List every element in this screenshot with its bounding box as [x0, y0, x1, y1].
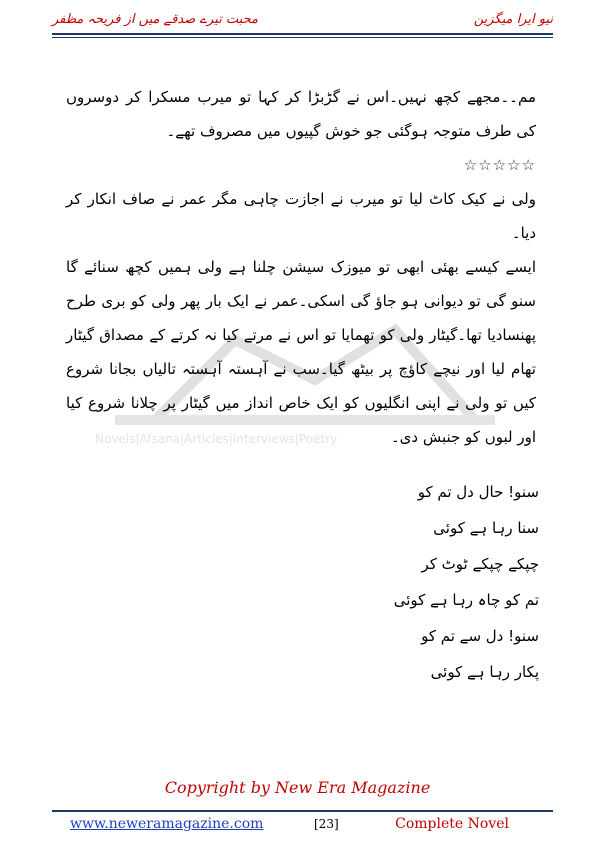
- verse-line: چپکے چپکے ٹوٹ کر: [421, 555, 539, 573]
- header-rule: [52, 33, 553, 35]
- page-header: [52, 8, 553, 34]
- verse-line: پکار رہا ہے کوئی: [430, 663, 539, 681]
- watermark-text: Novels|Afsana|Articles|Interviews|Poetry: [95, 432, 338, 446]
- footer-rule: [52, 810, 553, 812]
- header-novel-title: محبت تیرے صدقے میں از فریحہ مظفر: [52, 12, 258, 27]
- verse-line: سنو! حال دل تم کو: [417, 483, 539, 501]
- header-magazine-name: نیو ایرا میگزین: [473, 12, 553, 27]
- story-body: [66, 80, 536, 454]
- novel-type-label: Complete Novel: [395, 816, 509, 832]
- verse-line: سنو! دل سے تم کو: [421, 627, 539, 645]
- paragraph: ایسے کیسے بھئی ابھی تو میوزک سیشن چلنا ہے ولی ہمیں کچھ سنائے گا سنو گی تو دیوانی ہو جاؤ گی اسکی۔عمر نے ایک بار پھر ولی کو بری طرح پھنسادیا تھا۔گیٹار ولی کو تھمایا تو اس نے مرتے کیا نہ کرتے کے مصداق گیٹار تھام لیا اور نیچے کاؤچ پر بیٹھ گیا۔سب نے آہستہ آہستہ تالیاں بجانا شروع کیں تو ولی نے اپنی انگلیوں کو ایک خاص انداز میں گیٹار پر چلانا شروع کیا اور لبوں کو جنبش دی۔: [66, 258, 536, 446]
- copyright-notice: Copyright by New Era Magazine: [164, 778, 431, 797]
- page-number: [23]: [314, 817, 339, 831]
- header-rule-thin: [52, 37, 553, 38]
- song-verse: [339, 474, 539, 690]
- section-break-stars: ☆☆☆☆☆: [463, 156, 536, 174]
- verse-line: تم کو چاہ رہا ہے کوئی: [393, 591, 539, 609]
- verse-line: سنا رہا ہے کوئی: [433, 519, 539, 537]
- website-link[interactable]: www.neweramagazine.com: [70, 816, 264, 832]
- page-footer: [70, 816, 509, 836]
- paragraph: ولی نے کیک کاٹ لیا تو میرب نے اجازت چاہی مگر عمر نے صاف انکار کر دیا۔: [66, 190, 536, 242]
- paragraph: مم۔۔مجھے کچھ نہیں۔اس نے گڑبڑا کر کہا تو میرب مسکرا کر دوسروں کی طرف متوجہ ہوگئی جو خوش گپیوں میں مصروف تھے۔: [66, 88, 536, 140]
